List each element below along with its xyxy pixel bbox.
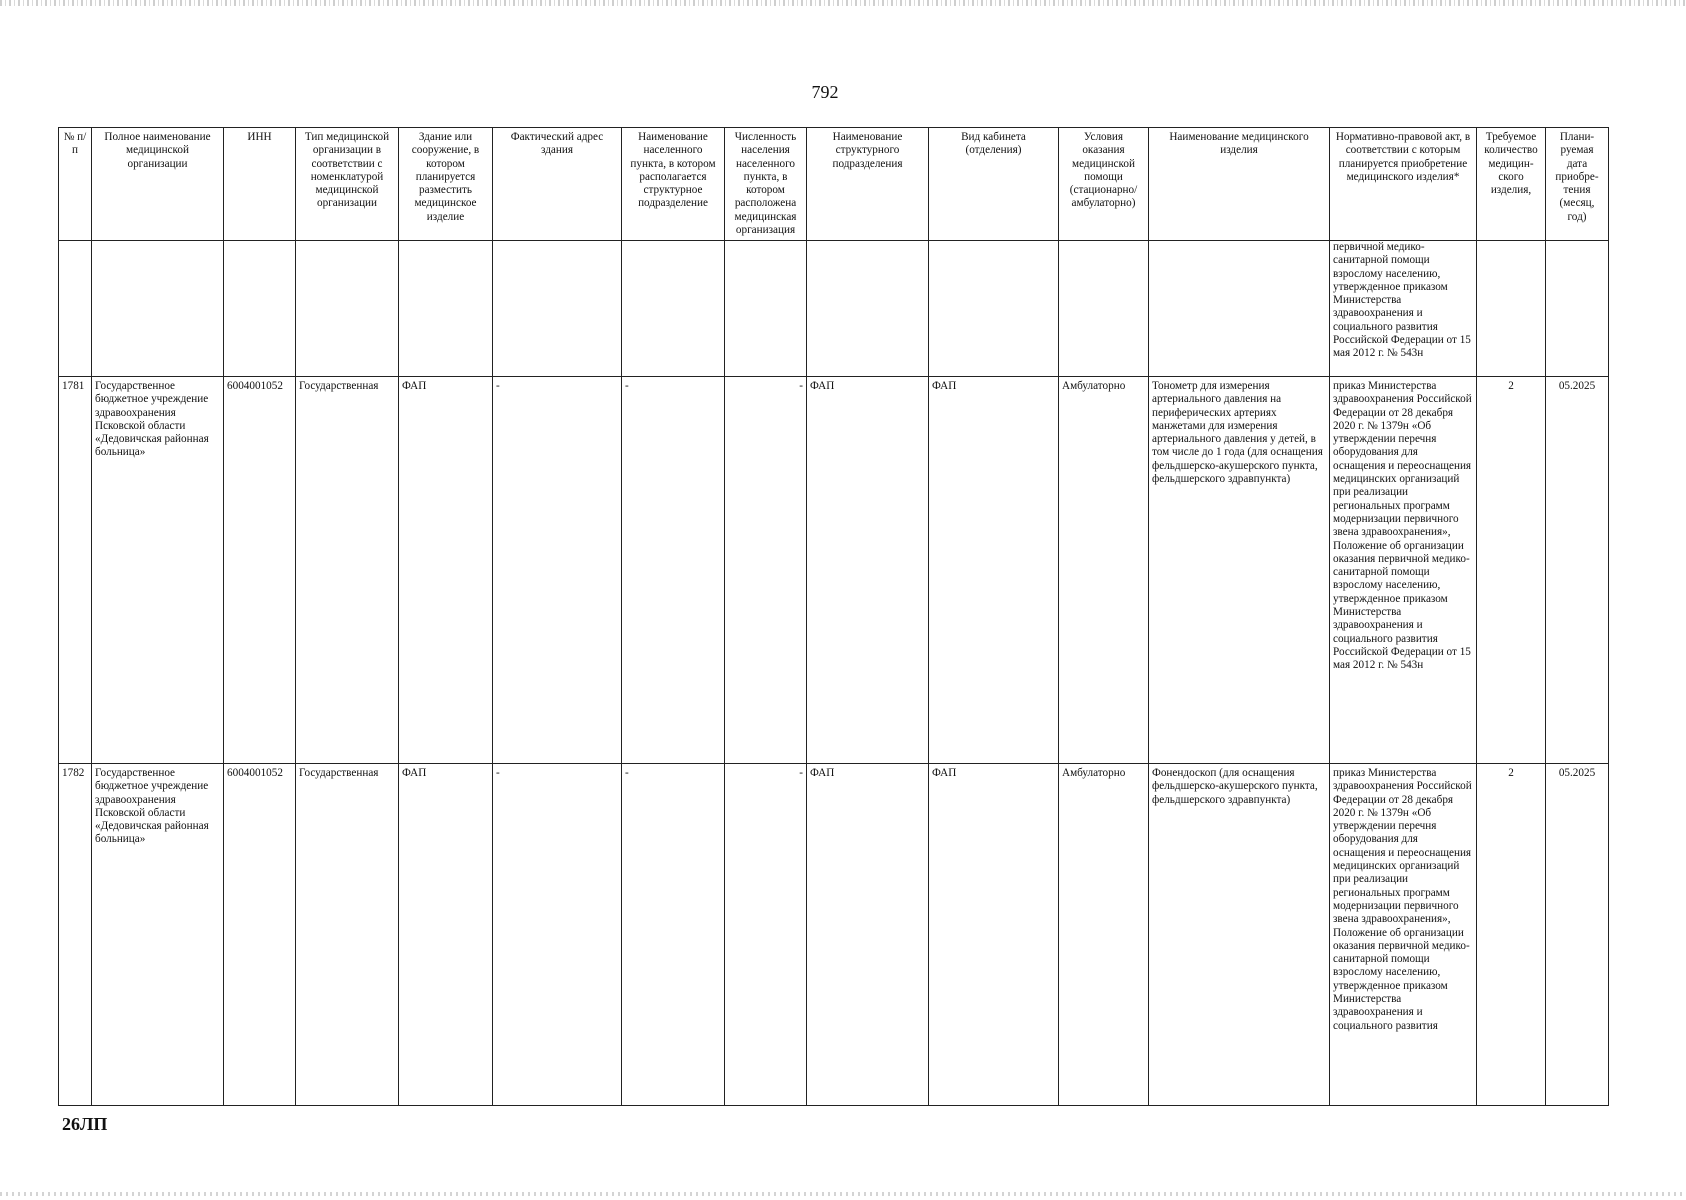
equipment-table — [58, 127, 1609, 1106]
scan-edge-bottom — [0, 1192, 1686, 1196]
header-unit: Наименование структурного подразделения — [807, 128, 929, 241]
cell-number: 1782 — [59, 764, 92, 1106]
cell-empty — [807, 241, 929, 377]
cell-settlement: - — [622, 377, 725, 764]
footer-code: 26ЛП — [62, 1114, 108, 1134]
cell-empty — [493, 241, 622, 377]
cell-number: 1781 — [59, 377, 92, 764]
cell-empty — [1546, 241, 1609, 377]
header-org-type: Тип медицинской организации в соответствии с номенклатурой медицинской организации — [296, 128, 399, 241]
cell-inn: 6004001052 — [224, 764, 296, 1106]
table-row — [59, 764, 1609, 1106]
cell-population: - — [725, 377, 807, 764]
cell-conditions: Амбулаторно — [1059, 377, 1149, 764]
header-settlement: Наименование населенного пункта, в котором располагается структурное подразделение — [622, 128, 725, 241]
cell-population: - — [725, 764, 807, 1106]
cell-empty — [224, 241, 296, 377]
cell-building: ФАП — [399, 764, 493, 1106]
header-quantity: Требуемое количество медицин-ского изделия, — [1477, 128, 1546, 241]
cell-device: Тонометр для измерения артериального давления на периферических артериях манжетами для измерения артериального давления у детей, в том числе до 1 года (для оснащения фельдшерско-акушерского пункта, фельдшерского здравпункта) — [1149, 377, 1330, 764]
cell-building: ФАП — [399, 377, 493, 764]
cell-empty — [725, 241, 807, 377]
table-row — [59, 377, 1609, 764]
header-population: Численность населения населенного пункта, в котором расположена медицинская организация — [725, 128, 807, 241]
cell-empty — [1149, 241, 1330, 377]
cell-legal-act: первичной медико-санитарной помощи взрослому населению, утвержденное приказом Министерства здравоохранения и социального развития Российской Федерации от 15 мая 2012 г. № 543н — [1330, 241, 1477, 377]
cell-empty — [1477, 241, 1546, 377]
cell-unit: ФАП — [807, 377, 929, 764]
header-building: Здание или сооружение, в котором планируется разместить медицинское изделие — [399, 128, 493, 241]
cell-quantity: 2 — [1477, 377, 1546, 764]
cell-room-type: ФАП — [929, 377, 1059, 764]
cell-organization: Государственное бюджетное учреждение здравоохранения Псковской области «Дедовичская районная больница» — [92, 764, 224, 1106]
cell-empty — [1059, 241, 1149, 377]
header-address: Фактический адрес здания — [493, 128, 622, 241]
cell-unit: ФАП — [807, 764, 929, 1106]
cell-organization: Государственное бюджетное учреждение здравоохранения Псковской области «Дедовичская районная больница» — [92, 377, 224, 764]
header-device: Наименование медицинского изделия — [1149, 128, 1330, 241]
cell-empty — [622, 241, 725, 377]
page-number: 792 — [811, 82, 839, 102]
cell-conditions: Амбулаторно — [1059, 764, 1149, 1106]
scan-edge-top — [0, 0, 1686, 6]
cell-empty — [92, 241, 224, 377]
cell-inn: 6004001052 — [224, 377, 296, 764]
cell-org-type: Государственная — [296, 764, 399, 1106]
cell-settlement: - — [622, 764, 725, 1106]
cell-quantity: 2 — [1477, 764, 1546, 1106]
cell-org-type: Государственная — [296, 377, 399, 764]
cell-device: Фонендоскоп (для оснащения фельдшерско-акушерского пункта, фельдшерского здравпункта) — [1149, 764, 1330, 1106]
cell-legal-act: приказ Министерства здравоохранения Российской Федерации от 28 декабря 2020 г. № 1379н «Об утверждении перечня оборудования для оснащения и переоснащения медицинских организаций при реализации региональных программ модернизации первичного звена здравоохранения», Положение об организации оказания первичной медико-санитарной помощи взрослому населению, утвержденное приказом Министерства здравоохранения и социального развития Российской Федерации от 15 мая 2012 г. № 543н — [1330, 377, 1477, 764]
header-date: Плани-руемая дата приобре-тения (месяц, год) — [1546, 128, 1609, 241]
table-header-row — [59, 128, 1609, 241]
header-organization: Полное наименование медицинской организации — [92, 128, 224, 241]
cell-empty — [929, 241, 1059, 377]
cell-empty — [59, 241, 92, 377]
header-number: № п/п — [59, 128, 92, 241]
cell-address: - — [493, 764, 622, 1106]
cell-address: - — [493, 377, 622, 764]
header-conditions: Условия оказания медицинской помощи (стационарно/ амбулаторно) — [1059, 128, 1149, 241]
table-row-continuation — [59, 241, 1609, 377]
cell-empty — [296, 241, 399, 377]
cell-room-type: ФАП — [929, 764, 1059, 1106]
cell-empty — [399, 241, 493, 377]
header-room-type: Вид кабинета (отделения) — [929, 128, 1059, 241]
cell-date: 05.2025 — [1546, 764, 1609, 1106]
header-inn: ИНН — [224, 128, 296, 241]
header-legal-act: Нормативно-правовой акт, в соответствии с которым планируется приобретение медицинского изделия* — [1330, 128, 1477, 241]
cell-legal-act: приказ Министерства здравоохранения Российской Федерации от 28 декабря 2020 г. № 1379н «Об утверждении перечня оборудования для оснащения и переоснащения медицинских организаций при реализации региональных программ модернизации первичного звена здравоохранения», Положение об организации оказания первичной медико-санитарной помощи взрослому населению, утвержденное приказом Министерства здравоохранения и социального развития — [1330, 764, 1477, 1106]
cell-date: 05.2025 — [1546, 377, 1609, 764]
